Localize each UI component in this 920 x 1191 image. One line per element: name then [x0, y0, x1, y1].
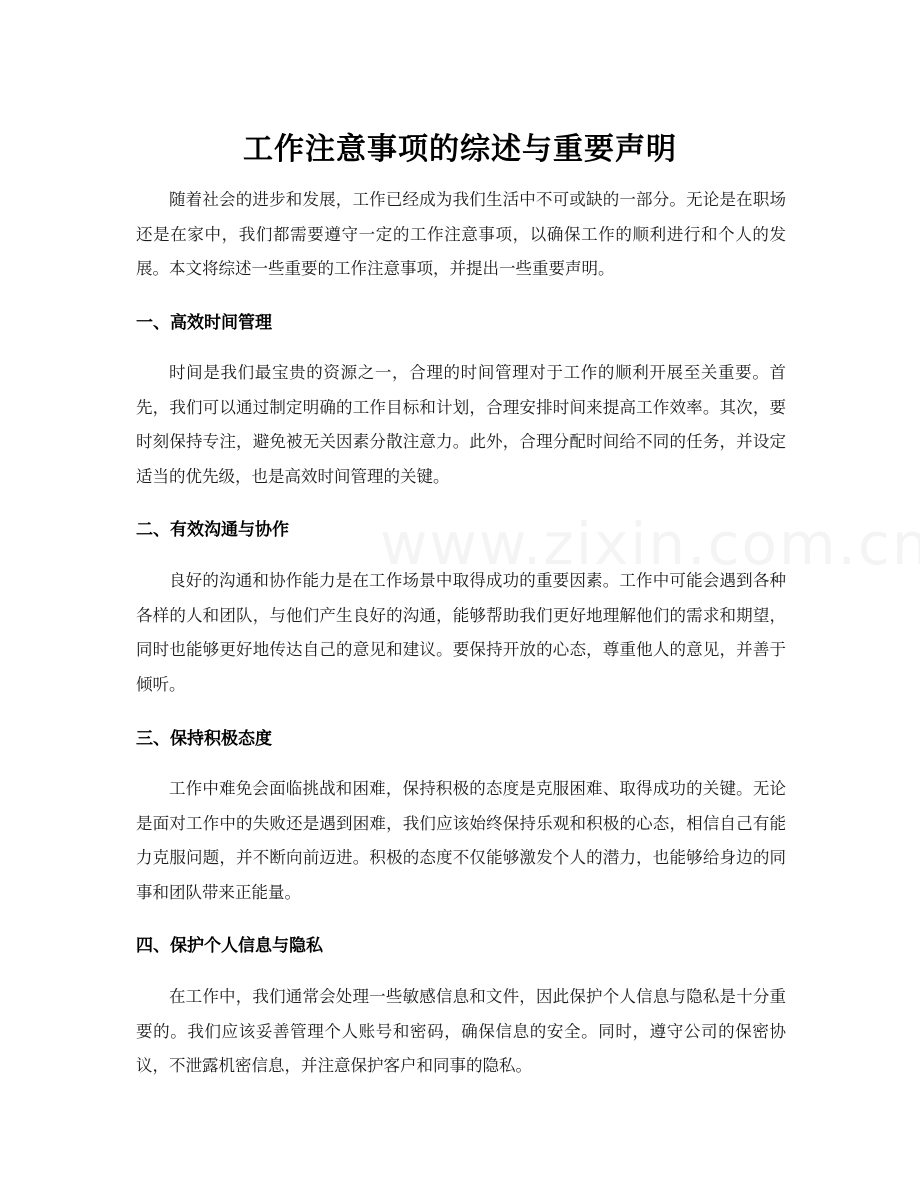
- document-title: 工作注意事项的综述与重要声明: [243, 132, 677, 168]
- section-body-1: 时间是我们最宝贵的资源之一，合理的时间管理对于工作的顺利开展至关重要。首先，我们可以通过制定明确的工作目标和计划，合理安排时间来提高工作效率。其次，要时刻保持专注，避免被无关因素分散注意力。此外，合理分配时间给不同的任务，并设定适当的优先级，也是高效时间管理的关键。: [136, 363, 786, 486]
- section-heading-2: 二、有效沟通与协作: [136, 520, 289, 540]
- section-heading-4: 四、保护个人信息与隐私: [136, 936, 323, 956]
- section-body-4: 在工作中，我们通常会处理一些敏感信息和文件，因此保护个人信息与隐私是十分重要的。我们应该妥善管理个人账号和密码，确保信息的安全。同时，遵守公司的保密协议，不泄露机密信息，并注意保护客户和同事的隐私。: [136, 987, 786, 1075]
- intro-paragraph: 随着社会的进步和发展，工作已经成为我们生活中不可或缺的一部分。无论是在职场还是在家中，我们都需要遵守一定的工作注意事项，以确保工作的顺利进行和个人的发展。本文将综述一些重要的工作注意事项，并提出一些重要声明。: [136, 190, 786, 278]
- section-body-3: 工作中难免会面临挑战和困难，保持积极的态度是克服困难、取得成功的关键。无论是面对工作中的失败还是遇到困难，我们应该始终保持乐观和积极的心态，相信自己有能力克服问题，并不断向前迈进。积极的态度不仅能够激发个人的潜力，也能够给身边的同事和团队带来正能量。: [136, 779, 786, 902]
- section-body-2: 良好的沟通和协作能力是在工作场景中取得成功的重要因素。工作中可能会遇到各种各样的人和团队，与他们产生良好的沟通，能够帮助我们更好地理解他们的需求和期望，同时也能够更好地传达自己的意见和建议。要保持开放的心态，尊重他人的意见，并善于倾听。: [136, 571, 786, 694]
- section-heading-3: 三、保持积极态度: [136, 729, 272, 749]
- section-heading-1: 一、高效时间管理: [136, 313, 272, 333]
